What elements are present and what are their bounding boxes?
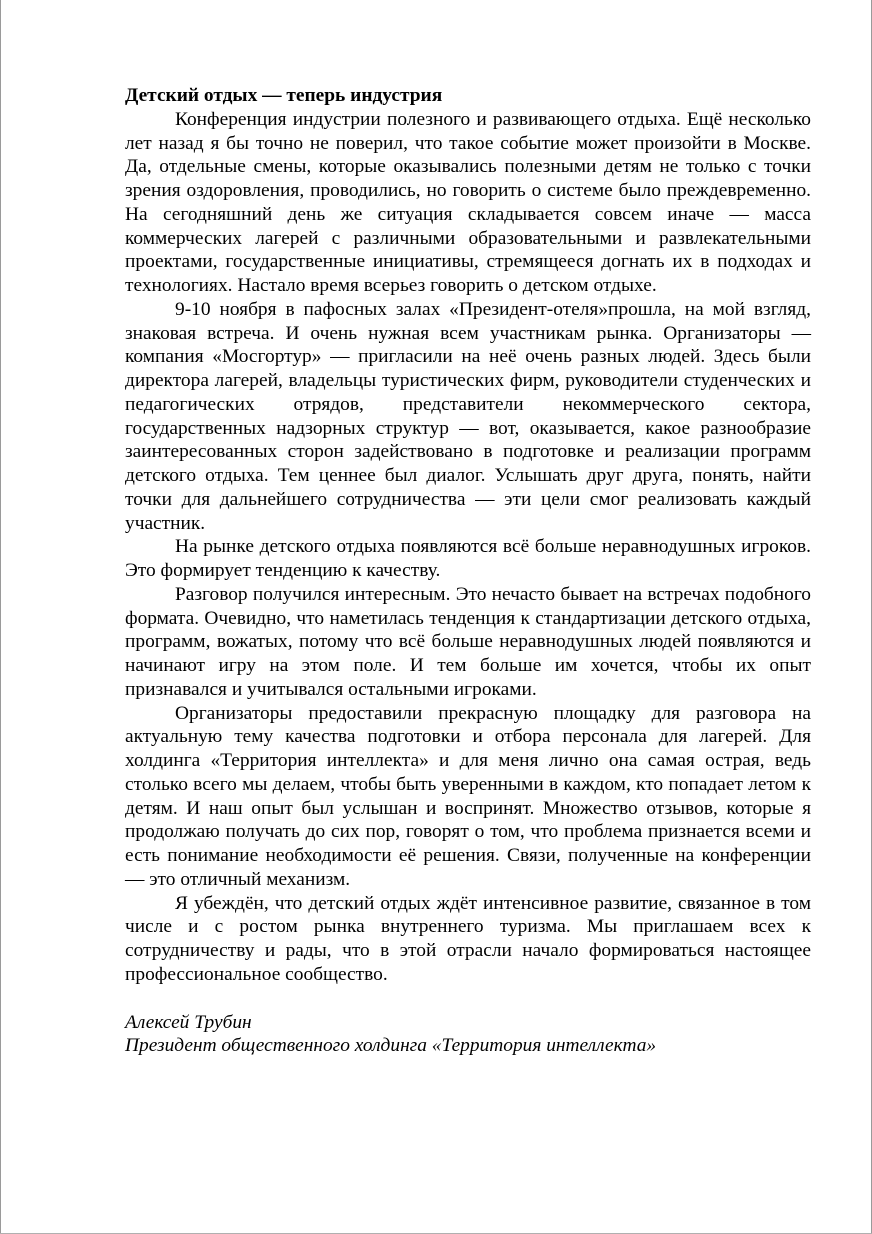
paragraph-4: Разговор получился интересным. Это нечасто бывает на встречах подобного формата. Очевидно, что наметилась тенденция к стандартизации детского отдыха, программ, вожатых, потому что всё больше неравнодушных людей появляются и начинают игру на этом поле. И тем больше им хочется, чтобы их опыт признавался и учитывался остальными игроками. [125, 583, 811, 700]
author-name: Алексей Трубин [125, 1011, 252, 1033]
paragraph-5: Организаторы предоставили прекрасную площадку для разговора на актуальную тему качества подготовки и отбора персонала для лагерей. Для холдинга «Территория интеллекта» и для меня лично она самая острая, ведь столько всего мы делаем, чтобы быть уверенными в каждом, кто попадает летом к детям. И наш опыт был услышан и воспринят. Множество отзывов, которые я продолжаю получать до сих пор, говорят о том, что проблема признается всеми и есть понимание необходимости её решения. Связи, полученные на конференции — это отличный механизм. [125, 702, 811, 890]
author-position: Президент общественного холдинга «Территория интеллекта» [125, 1035, 657, 1057]
signature-block [125, 1011, 811, 1059]
paragraph-3: На рынке детского отдыха появляются всё больше неравнодушных игроков. Это формирует тенденцию к качеству. [125, 536, 811, 581]
paragraph-1: Конференция индустрии полезного и развивающего отдыха. Ещё несколько лет назад я бы точно не поверил, что такое событие может произойти в Москве. Да, отдельные смены, которые оказывались полезными детям не только с точки зрения оздоровления, проводились, но говорить о системе было преждевременно. На сегодняшний день же ситуация складывается совсем иначе — масса коммерческих лагерей с различными образовательными и развлекательными проектами, государственные инициативы, стремящееся догнать их в подходах и технологиях. Настало время всерьез говорить о детском отдыхе. [125, 108, 811, 296]
paragraph-6: Я убеждён, что детский отдых ждёт интенсивное развитие, связанное в том числе и с ростом рынка внутреннего туризма. Мы приглашаем всех к сотрудничеству и рады, что в этой отрасли начало формироваться настоящее профессиональное сообщество. [125, 892, 811, 985]
article-body [125, 84, 811, 1058]
paragraph-2: 9-10 ноября в пафосных залах «Президент-отеля»прошла, на мой взгляд, знаковая встреча. И очень нужная всем участникам рынка. Организаторы — компания «Мосгортур» — пригласили на неё очень разных людей. Здесь были директора лагерей, владельцы туристических фирм, руководители студенческих и педагогических отрядов, представители некоммерческого сектора, государственных надзорных структур — вот, оказывается, какое разнообразие заинтересованных сторон задействовано в подготовке и реализации программ детского отдыха. Тем ценнее был диалог. Услышать друг друга, понять, найти точки для дальнейшего сотрудничества — эти цели смог реализовать каждый участник. [125, 298, 811, 534]
article-title: Детский отдых — теперь индустрия [125, 85, 443, 106]
page-left-edge [0, 0, 1, 1234]
